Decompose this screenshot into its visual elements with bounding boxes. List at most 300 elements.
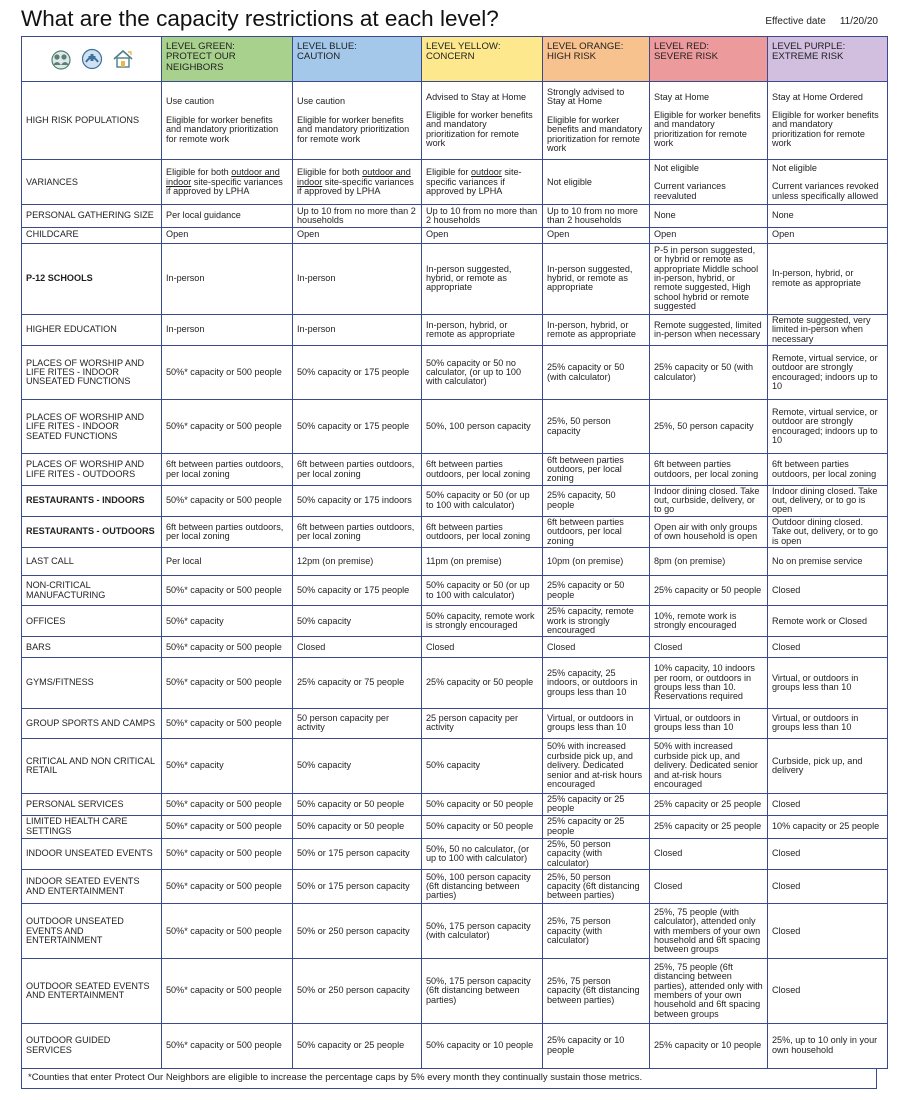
restriction-cell — [543, 738, 650, 793]
cell-text: Use caution — [297, 96, 346, 107]
level-header-2 — [422, 37, 543, 82]
level-description: EXTREME RISK — [772, 51, 844, 63]
cell-text: 50% with increased curbside pick up, and delivery. Dedicated senior and at-risk hours encouraged — [654, 741, 758, 789]
restriction-cell — [293, 658, 422, 708]
restriction-cell — [768, 793, 888, 815]
restriction-cell — [162, 243, 293, 314]
restriction-cell — [650, 838, 768, 869]
restriction-cell — [162, 904, 293, 959]
restriction-cell — [543, 838, 650, 869]
restriction-cell — [422, 606, 543, 637]
cell-text: 50% capacity — [297, 760, 352, 771]
cell-text: 25 person capacity per activity — [426, 712, 519, 733]
restriction-cell — [650, 658, 768, 708]
row-label: VARIANCES — [22, 160, 162, 205]
table-row — [22, 227, 888, 243]
cell-text: 50%* capacity — [166, 760, 224, 771]
restriction-cell — [543, 314, 650, 345]
restriction-cell — [162, 793, 293, 815]
restriction-cell — [543, 548, 650, 576]
level-description: CAUTION — [297, 51, 341, 63]
row-label: INDOOR SEATED EVENTS AND ENTERTAINMENT — [22, 870, 162, 904]
restriction-cell — [422, 400, 543, 454]
cell-text: Remote, virtual service, or outdoor are strongly encouraged; indoors up to 10 — [772, 407, 878, 446]
cell-text: 25% capacity or 50 people — [547, 580, 625, 600]
row-label: PERSONAL GATHERING SIZE — [22, 205, 162, 227]
restriction-cell — [293, 227, 422, 243]
cell-text: Per local — [166, 555, 202, 566]
restriction-cell — [650, 227, 768, 243]
cell-text: 25% capacity or 25 people — [654, 798, 762, 809]
cell-text: Closed — [772, 641, 801, 652]
cell-text: 50% capacity or 50 people — [426, 798, 534, 809]
restriction-cell — [293, 637, 422, 658]
restriction-cell — [422, 637, 543, 658]
cell-text: Virtual, or outdoors in groups less than 10 — [772, 712, 859, 733]
restriction-cell — [422, 454, 543, 485]
cell-text: Indoor dining closed. Take out, delivery, or to go is open — [772, 485, 878, 515]
restriction-cell — [768, 400, 888, 454]
cell-text: 25% capacity or 75 people — [297, 677, 405, 688]
cell-text: Strongly advised to Stay at Home — [547, 87, 625, 107]
cell-text: 25% capacity or 10 people — [654, 1040, 762, 1051]
restriction-cell — [162, 815, 293, 838]
cell-text: 6ft between parties outdoors, per local zoning — [426, 459, 531, 479]
restriction-cell — [768, 243, 888, 314]
cell-text: In-person — [297, 273, 336, 284]
cell-text: 25%, 50 person capacity — [547, 416, 611, 436]
cell-text: Not eligible — [772, 162, 817, 173]
cell-text: Open air with only groups of own household is open — [654, 521, 758, 541]
restriction-cell — [543, 637, 650, 658]
cell-text: 50% capacity or 50 people — [297, 821, 405, 832]
row-label: PERSONAL SERVICES — [22, 793, 162, 815]
restriction-cell — [650, 314, 768, 345]
level-header-4 — [650, 37, 768, 82]
cell-text: 12pm (on premise) — [297, 555, 374, 566]
restriction-cell — [543, 793, 650, 815]
cell-text: 50%* capacity or 500 people — [166, 925, 282, 936]
cell-text: 50% capacity or 50 people — [297, 798, 405, 809]
level-header-3 — [543, 37, 650, 82]
restriction-cell — [768, 227, 888, 243]
level-description: SEVERE RISK — [654, 51, 718, 63]
restriction-cell — [543, 160, 650, 205]
cell-subtext: Current variances reevaluted — [654, 181, 726, 201]
cell-text: 25% capacity or 50 (with calculator) — [654, 362, 754, 382]
cell-text: 50% or 175 person capacity — [297, 880, 410, 891]
restriction-cell — [650, 346, 768, 400]
restriction-cell — [162, 346, 293, 400]
restriction-cell — [650, 738, 768, 793]
cell-text: Up to 10 from no more than 2 households — [426, 205, 538, 225]
restriction-cell — [650, 793, 768, 815]
table-row — [22, 576, 888, 606]
cell-text: 50 person capacity per activity — [297, 712, 390, 733]
cell-text: Virtual, or outdoors in groups less than 10 — [654, 712, 741, 733]
restriction-cell — [543, 82, 650, 160]
restriction-cell — [422, 548, 543, 576]
cell-text: Open — [772, 229, 795, 240]
cell-text: Eligible for both — [166, 167, 232, 178]
restriction-cell — [293, 738, 422, 793]
restriction-cell — [650, 516, 768, 547]
cell-text: 6ft between parties outdoors, per local zoning — [426, 521, 531, 541]
cell-text: 25%, 50 person capacity (6ft distancing between parties) — [547, 871, 640, 901]
cell-text: Closed — [772, 985, 801, 996]
cell-text: No on premise service — [772, 555, 863, 566]
cell-text: 6ft between parties outdoors, per local zoning — [297, 459, 415, 479]
restriction-cell — [162, 548, 293, 576]
restriction-cell — [768, 838, 888, 869]
restriction-cell — [293, 314, 422, 345]
restriction-cell — [768, 516, 888, 547]
cell-subtext: Current variances revoked unless specifically allowed — [772, 181, 879, 201]
cell-text: 50% capacity — [426, 760, 481, 771]
restriction-cell — [162, 400, 293, 454]
table-row — [22, 516, 888, 547]
cell-text: In-person suggested, hybrid, or remote as appropriate — [547, 263, 633, 293]
cell-text: 25%, 75 people (6ft distancing between parties), attended only with members of your own household and 6ft spacing between groups — [654, 961, 763, 1019]
row-label: INDOOR UNSEATED EVENTS — [22, 838, 162, 869]
restriction-cell — [768, 606, 888, 637]
cell-text: 50% or 175 person capacity — [297, 848, 410, 859]
table-row — [22, 1023, 888, 1068]
cell-text: Open — [166, 229, 189, 240]
cell-text: Closed — [772, 584, 801, 595]
restriction-cell — [768, 160, 888, 205]
cell-subtext: Eligible for worker benefits and mandatory prioritization for remote work — [166, 114, 279, 144]
effective-date-label: Effective date — [765, 16, 826, 27]
restriction-cell — [162, 227, 293, 243]
table-row — [22, 838, 888, 869]
restriction-cell — [422, 708, 543, 738]
restriction-cell — [650, 548, 768, 576]
cell-underlined-text: outdoor and indoor — [297, 167, 411, 187]
cell-underlined-text: outdoor — [471, 167, 502, 178]
level-header-1 — [293, 37, 422, 82]
cell-text: 6ft between parties outdoors, per local zoning — [547, 454, 624, 484]
restriction-cell — [768, 314, 888, 345]
restriction-cell — [768, 815, 888, 838]
restriction-cell — [293, 959, 422, 1023]
restriction-cell — [768, 82, 888, 160]
restriction-cell — [422, 904, 543, 959]
cell-text: Eligible for — [426, 167, 471, 178]
level-name: LEVEL PURPLE: — [772, 41, 846, 52]
restriction-cell — [543, 227, 650, 243]
restriction-cell — [422, 314, 543, 345]
restriction-cell — [768, 1023, 888, 1068]
cell-text: 50%* capacity or 500 people — [166, 495, 282, 506]
restriction-cell — [162, 870, 293, 904]
restriction-cell — [543, 870, 650, 904]
cell-text: 50%, 175 person capacity (with calculator) — [426, 920, 531, 941]
restriction-cell — [543, 959, 650, 1023]
restriction-cell — [162, 1023, 293, 1068]
level-header-0 — [162, 37, 293, 82]
restriction-cell — [422, 959, 543, 1023]
row-label: PLACES OF WORSHIP AND LIFE RITES - INDOOR SEATED FUNCTIONS — [22, 400, 162, 454]
cell-text: 25%, 50 person capacity (with calculator) — [547, 838, 611, 868]
restriction-cell — [768, 576, 888, 606]
cell-text: 25% capacity or 50 people — [654, 584, 762, 595]
restriction-cell — [162, 205, 293, 227]
cell-text: Not eligible — [654, 162, 699, 173]
restriction-cell — [293, 1023, 422, 1068]
cell-text: 50%* capacity or 500 people — [166, 985, 282, 996]
restriction-cell — [650, 160, 768, 205]
table-row — [22, 708, 888, 738]
row-label: OUTDOOR SEATED EVENTS AND ENTERTAINMENT — [22, 959, 162, 1023]
table-row — [22, 400, 888, 454]
restriction-cell — [650, 205, 768, 227]
level-name: LEVEL ORANGE: — [547, 41, 624, 52]
cell-text: 50%* capacity or 500 people — [166, 880, 282, 891]
restriction-cell — [768, 708, 888, 738]
cell-text: 50%, 100 person capacity (6ft distancing between parties) — [426, 871, 531, 901]
cell-text: 50% capacity or 50 (or up to 100 with calculator) — [426, 580, 530, 600]
restriction-cell — [293, 576, 422, 606]
cell-text: 50%, 100 person capacity — [426, 421, 531, 432]
restriction-cell — [543, 346, 650, 400]
cell-text: In-person, hybrid, or remote as appropriate — [772, 268, 861, 288]
restriction-cell — [650, 637, 768, 658]
restriction-cell — [422, 870, 543, 904]
table-row — [22, 738, 888, 793]
restriction-cell — [162, 485, 293, 516]
table-row — [22, 205, 888, 227]
cell-text: 25%, 50 person capacity — [654, 421, 754, 432]
restriction-cell — [543, 815, 650, 838]
restriction-cell — [293, 485, 422, 516]
restriction-cell — [293, 606, 422, 637]
cell-text: Remote work or Closed — [772, 615, 868, 626]
restriction-cell — [422, 793, 543, 815]
table-row — [22, 454, 888, 485]
restriction-cell — [422, 205, 543, 227]
restriction-cell — [543, 454, 650, 485]
restriction-cell — [422, 516, 543, 547]
row-label: LIMITED HEALTH CARE SETTINGS — [22, 815, 162, 838]
cell-subtext: Eligible for worker benefits and mandatory prioritization for remote work — [547, 114, 643, 153]
cell-text: 50% capacity or 50 no calculator, (or up to 100 with calculator) — [426, 357, 522, 387]
restriction-cell — [543, 516, 650, 547]
restriction-cell — [650, 485, 768, 516]
cell-text: Remote suggested, limited in-person when necessary — [654, 319, 762, 339]
cell-text-continued: site-specific variances if approved by LPHA — [426, 167, 522, 197]
cell-text: Open — [297, 229, 320, 240]
row-label: OUTDOOR GUIDED SERVICES — [22, 1023, 162, 1068]
cell-text: Closed — [772, 798, 801, 809]
cell-text: Use caution — [166, 96, 215, 107]
row-label: NON-CRITICAL MANUFACTURING — [22, 576, 162, 606]
level-description: PROTECT OUR NEIGHBORS — [166, 51, 236, 73]
cell-text: 50% or 250 person capacity — [297, 985, 410, 996]
cell-text: Stay at Home — [654, 91, 710, 102]
restriction-cell — [422, 243, 543, 314]
cell-text: 6ft between parties outdoors, per local zoning — [166, 521, 284, 541]
restriction-cell — [543, 1023, 650, 1068]
row-label: HIGHER EDUCATION — [22, 314, 162, 345]
restriction-cell — [162, 738, 293, 793]
cell-text: Closed — [772, 848, 801, 859]
effective-date — [765, 16, 878, 27]
cell-text: 25% capacity or 25 people — [547, 816, 625, 836]
restriction-cell — [162, 838, 293, 869]
restriction-cell — [543, 205, 650, 227]
cell-text: 50% capacity or 175 indoors — [297, 495, 412, 506]
row-label: RESTAURANTS - OUTDOORS — [22, 516, 162, 547]
restriction-cell — [768, 658, 888, 708]
restriction-cell — [162, 658, 293, 708]
restriction-cell — [768, 454, 888, 485]
cell-text: Closed — [772, 925, 801, 936]
cell-text: None — [654, 210, 676, 221]
cell-text: 10% capacity, 10 indoors per room, or outdoors in groups less than 10. Reservations required — [654, 663, 755, 702]
restriction-cell — [162, 82, 293, 160]
cell-text: 25% capacity or 25 people — [654, 821, 762, 832]
cell-text: 25% capacity, 50 people — [547, 490, 616, 510]
restriction-cell — [543, 243, 650, 314]
level-description: CONCERN — [426, 51, 475, 63]
restriction-cell — [422, 82, 543, 160]
cell-text: 50%* capacity or 500 people — [166, 848, 282, 859]
cell-text: 50% capacity or 50 (or up to 100 with calculator) — [426, 490, 530, 510]
restriction-cell — [293, 815, 422, 838]
cell-text: 50%* capacity or 500 people — [166, 821, 282, 832]
table-row — [22, 870, 888, 904]
cell-text: 25%, 75 people (with calculator), attended only with members of your own household and 6ft spacing between groups — [654, 906, 761, 955]
level-name: LEVEL YELLOW: — [426, 41, 501, 52]
restriction-cell — [650, 82, 768, 160]
restriction-cell — [422, 838, 543, 869]
row-label: PLACES OF WORSHIP AND LIFE RITES - OUTDOORS — [22, 454, 162, 485]
restriction-cell — [650, 576, 768, 606]
cell-text: 25% capacity, remote work is strongly encouraged — [547, 606, 634, 635]
restriction-cell — [543, 658, 650, 708]
level-name: LEVEL GREEN: — [166, 41, 235, 52]
row-label: GROUP SPORTS AND CAMPS — [22, 708, 162, 738]
cell-text: Remote suggested, very limited in-person when necessary — [772, 314, 871, 344]
restriction-cell — [422, 576, 543, 606]
cell-text: In-person suggested, hybrid, or remote as appropriate — [426, 263, 512, 293]
cell-text: 25%, 75 person capacity (with calculator) — [547, 916, 611, 945]
cell-text: In-person — [297, 324, 336, 335]
table-row — [22, 346, 888, 400]
cell-text: None — [772, 210, 794, 221]
level-name: LEVEL RED: — [654, 41, 710, 52]
restriction-cell — [650, 708, 768, 738]
table-row — [22, 658, 888, 708]
restriction-cell — [293, 454, 422, 485]
table-body — [22, 82, 888, 1069]
restriction-cell — [768, 959, 888, 1023]
cell-underlined-text: outdoor and indoor — [166, 167, 280, 187]
cell-text: 50% or 250 person capacity — [297, 925, 410, 936]
row-label: LAST CALL — [22, 548, 162, 576]
cell-text: 6ft between parties outdoors, per local zoning — [772, 459, 877, 479]
cell-text: Open — [547, 229, 570, 240]
logo-group — [26, 48, 157, 73]
restriction-cell — [293, 160, 422, 205]
restriction-cell — [162, 959, 293, 1023]
restriction-cell — [650, 400, 768, 454]
restriction-cell — [768, 485, 888, 516]
cell-text: 6ft between parties outdoors, per local zoning — [547, 516, 624, 546]
cell-text: 50%* capacity or 500 people — [166, 641, 282, 652]
row-label: CRITICAL AND NON CRITICAL RETAIL — [22, 738, 162, 793]
row-label: CHILDCARE — [22, 227, 162, 243]
restriction-cell — [650, 454, 768, 485]
restriction-cell — [422, 738, 543, 793]
cell-text: 10pm (on premise) — [547, 555, 624, 566]
cell-text: 25% capacity or 50 people — [426, 677, 534, 688]
row-label: OUTDOOR UNSEATED EVENTS AND ENTERTAINMENT — [22, 904, 162, 959]
cell-text: 50%* capacity or 500 people — [166, 677, 282, 688]
cell-text: 8pm (on premise) — [654, 555, 726, 566]
restriction-cell — [422, 227, 543, 243]
cell-text: 50% with increased curbside pick up, and delivery. Dedicated senior and at-risk hours encouraged — [547, 741, 643, 789]
level-description: HIGH RISK — [547, 51, 597, 63]
cell-text: 25% capacity or 50 (with calculator) — [547, 362, 625, 382]
cell-text: Curbside, pick up, and delivery — [772, 755, 863, 775]
restriction-cell — [422, 815, 543, 838]
cell-text: Closed — [297, 641, 326, 652]
cell-text: 6ft between parties outdoors, per local zoning — [654, 459, 759, 479]
restriction-cell — [293, 870, 422, 904]
cell-text: Closed — [772, 880, 801, 891]
cell-text: Closed — [426, 641, 455, 652]
restriction-cell — [543, 400, 650, 454]
restriction-cell — [293, 346, 422, 400]
restriction-cell — [768, 870, 888, 904]
restriction-cell — [162, 314, 293, 345]
row-label: BARS — [22, 637, 162, 658]
cell-text: 50%, 50 no calculator, (or up to 100 with calculator) — [426, 843, 530, 863]
table-row — [22, 243, 888, 314]
restriction-cell — [768, 904, 888, 959]
cell-text: Stay at Home Ordered — [772, 91, 863, 102]
cell-subtext: Eligible for worker benefits and mandatory prioritization for remote work — [654, 110, 761, 149]
cell-text: Closed — [654, 880, 683, 891]
health-hands-icon — [79, 48, 105, 73]
restriction-cell — [543, 708, 650, 738]
footnote: *Counties that enter Protect Our Neighbors are eligible to increase the percentage caps by 5% every month they continually sustain those metrics. — [21, 1069, 877, 1089]
restriction-cell — [162, 708, 293, 738]
cell-text: 50%* capacity — [166, 615, 224, 626]
cell-text: Virtual, or outdoors in groups less than 10 — [547, 712, 634, 733]
cell-text: 50%* capacity or 500 people — [166, 717, 282, 728]
restriction-cell — [293, 838, 422, 869]
restriction-cell — [422, 1023, 543, 1068]
restriction-cell — [293, 904, 422, 959]
table-row — [22, 485, 888, 516]
cell-text: 10%, remote work is strongly encouraged — [654, 610, 737, 631]
row-label: PLACES OF WORSHIP AND LIFE RITES - INDOOR UNSEATED FUNCTIONS — [22, 346, 162, 400]
table-row — [22, 314, 888, 345]
restriction-cell — [422, 658, 543, 708]
restriction-cell — [293, 516, 422, 547]
cell-text: Closed — [654, 641, 683, 652]
restriction-cell — [650, 870, 768, 904]
cell-text: Virtual, or outdoors in groups less than 10 — [772, 672, 859, 693]
cell-text: Not eligible — [547, 176, 592, 187]
table-row — [22, 815, 888, 838]
cell-text: 50%* capacity or 500 people — [166, 366, 282, 377]
restriction-cell — [650, 1023, 768, 1068]
row-label: OFFICES — [22, 606, 162, 637]
